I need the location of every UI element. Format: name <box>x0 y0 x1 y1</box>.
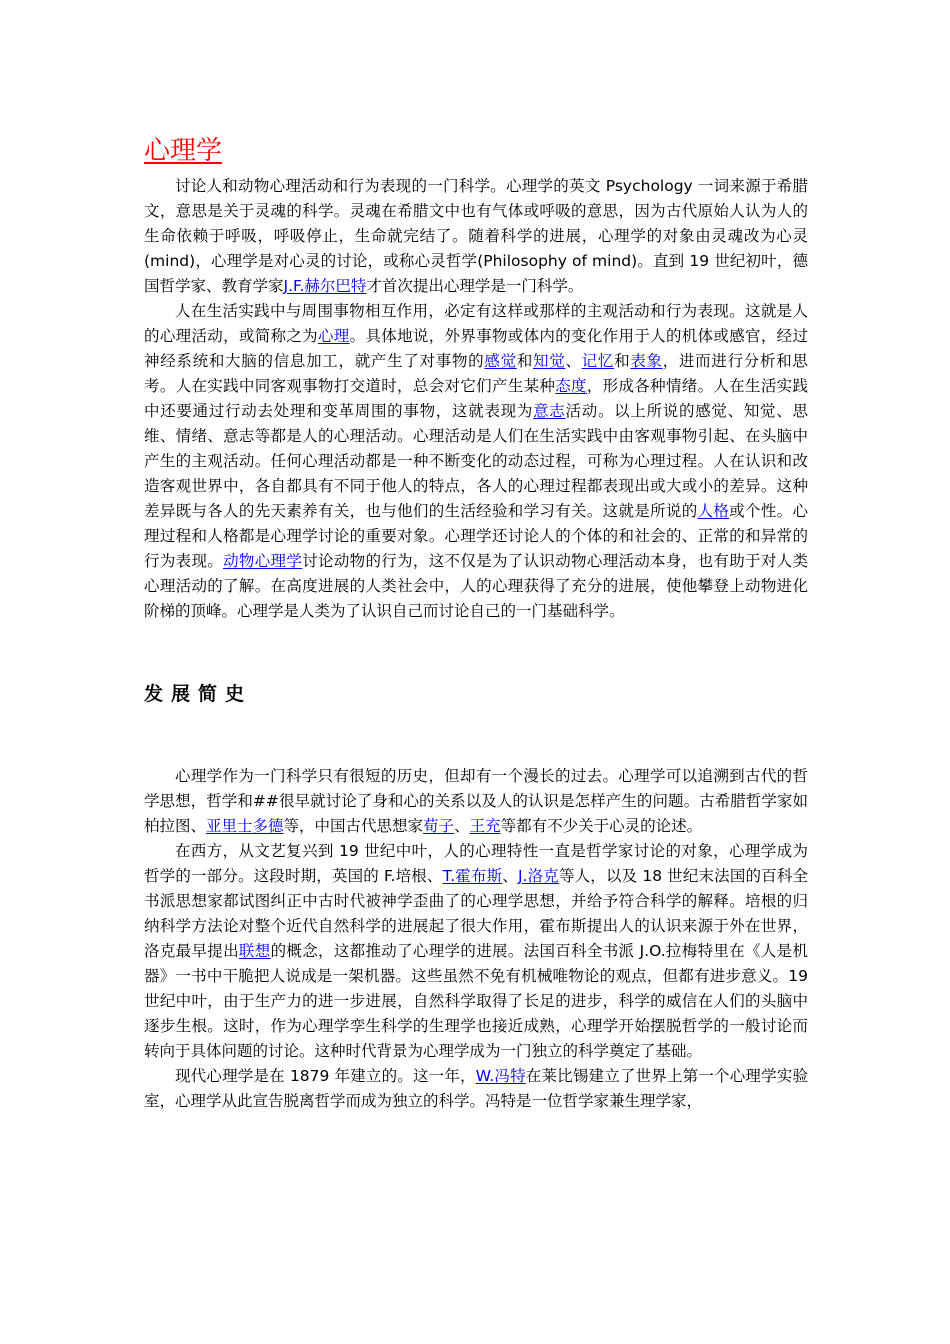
paragraph-text: 现代心理学是在 1879 年建立的。这一年， <box>175 1067 476 1085</box>
term-link[interactable]: J.洛克 <box>517 867 559 885</box>
paragraph-text: 、 <box>454 817 470 835</box>
term-link[interactable]: 动物心理学 <box>223 552 303 570</box>
intro-section <box>144 174 808 624</box>
paragraph-text: 和 <box>516 352 534 370</box>
paragraph-text: 等，中国古代思想家 <box>283 817 424 835</box>
paragraph-text: 在西方，从文艺复兴到 19 世纪中叶，人的心理特性一直是哲学家讨论的对象，心理学成为哲学的一部分。这段时期，英国的 F.培根、 <box>144 842 808 885</box>
paragraph-text: 、 <box>565 352 582 370</box>
term-link[interactable]: 联想 <box>238 942 271 960</box>
paragraph-text: 才首次提出心理学是一门科学。 <box>366 277 584 295</box>
paragraph-text: ，进而进行分析和思考。人在实践中同客观事物打交道时，总会对它们产生某种 <box>144 352 808 395</box>
term-link[interactable]: 知觉 <box>533 352 566 370</box>
term-link[interactable]: 感觉 <box>484 352 517 370</box>
paragraph <box>144 839 808 1064</box>
paragraph-text: 讨论人和动物心理活动和行为表现的一门科学。心理学的英文 Psychology 一词来源于希腊文，意思是关于灵魂的科学。灵魂在希腊文中也有气体或呼吸的意思，因为古代原始人认为人的生命依赖于呼吸，呼吸停止，生命就完结了。随着科学的进展，心理学的对象由灵魂改为心灵(mind)，心理学是对心灵的讨论，或称心灵哲学(Philosophy of mind)。直到 19 世纪初叶，德国哲学家、教育学家 <box>144 177 808 295</box>
history-section <box>144 764 808 1114</box>
term-link[interactable]: T.霍布斯 <box>442 867 503 885</box>
paragraph-text: 等人，以及 18 世纪末法国的百科全书派思想家都试图纠正中古时代被神学歪曲了的心理学思想，并给予符合科学的解释。培根的归纳科学方法论对整个近代自然科学的进展起了很大作用，霍布斯提出人的认识来源于外在世界，洛克最早提出 <box>144 867 808 960</box>
paragraph-text: 的概念，这都推动了心理学的进展。法国百科全书派 J.O.拉梅特里在《人是机器》一书中干脆把人说成是一架机器。这些虽然不免有机械唯物论的观点，但都有进步意义。19 世纪中叶，由于生产力的进一步进展，自然科学取得了长足的进步，科学的威信在人们的头脑中逐步生根。这时，作为心理学孪生科学的生理学也接近成熟，心理学开始摆脱哲学的一般讨论而转向于具体问题的讨论。这种时代背景为心理学成为一门独立的科学奠定了基础。 <box>144 942 808 1060</box>
article-content <box>144 134 808 1114</box>
term-link[interactable]: 荀子 <box>423 817 455 835</box>
term-link[interactable]: 心理 <box>317 327 350 345</box>
paragraph-text: 在莱比锡建立了世界上第一个心理学实验室，心理学从此宣告脱离哲学而成为独立的科学。冯特是一位哲学家兼生理学家， <box>144 1067 808 1110</box>
term-link[interactable]: 亚里士多德 <box>206 817 284 835</box>
paragraph-text: 心理学作为一门科学只有很短的历史，但却有一个漫长的过去。心理学可以追溯到古代的哲学思想，哲学和##很早就讨论了身和心的关系以及人的认识是怎样产生的问题。古希腊哲学家如柏拉图、 <box>144 767 808 835</box>
paragraph <box>144 174 808 299</box>
paragraph-text: ，形成各种情绪。人在生活实践中还要通过行动去处理和变革周围的事物，这就表现为 <box>144 377 808 420</box>
paragraph-text: 活动。以上所说的感觉、知觉、思维、情绪、意志等都是人的心理活动。心理活动是人们在生活实践中由客观事物引起、在头脑中产生的主观活动。任何心理活动都是一种不断变化的动态过程，可称为心理过程。人在认识和改造客观世界中，各自都具有不同于他人的特点，各人的心理过程都表现出或大或小的差异。这种差异既与各人的先天素养有关，也与他们的生活经验和学习有关。这就是所说的 <box>144 402 808 520</box>
paragraph-text: 和 <box>614 352 631 370</box>
paragraph-text: 、 <box>502 867 518 885</box>
term-link[interactable]: 态度 <box>555 377 587 395</box>
term-link[interactable]: W.冯特 <box>475 1067 526 1085</box>
paragraph-text: 讨论动物的行为，这不仅是为了认识动物心理活动本身，也有助于对人类心理活动的了解。在高度进展的人类社会中，人的心理获得了充分的进展，使他攀登上动物进化阶梯的顶峰。心理学是人类为了认识自己而讨论自己的一门基础科学。 <box>144 552 808 620</box>
term-link[interactable]: 表象 <box>630 352 663 370</box>
term-link[interactable]: 意志 <box>533 402 566 420</box>
term-link[interactable]: 人格 <box>697 502 730 520</box>
paragraph-text: 人在生活实践中与周围事物相互作用，必定有这样或那样的主观活动和行为表现。这就是人的心理活动，或简称之为 <box>144 302 808 345</box>
term-link[interactable]: J.F.赫尔巴特 <box>283 277 367 295</box>
section-heading: 发展简史 <box>144 683 253 705</box>
section-spacer <box>144 709 808 764</box>
paragraph-text: 或个性。心理过程和人格都是心理学讨论的重要对象。心理学还讨论人的个体的和社会的、正常的和异常的行为表现。 <box>144 502 808 570</box>
term-link[interactable]: 王充 <box>469 817 501 835</box>
paragraph-text: 。具体地说，外界事物或体内的变化作用于人的机体或感官，经过神经系统和大脑的信息加工，就产生了对事物的 <box>144 327 808 370</box>
paragraph-text: 等都有不少关于心灵的论述。 <box>500 817 703 835</box>
article-title-link[interactable]: 心理学 <box>144 136 223 166</box>
term-link[interactable]: 记忆 <box>581 352 615 370</box>
paragraph <box>144 764 808 839</box>
paragraph <box>144 1064 808 1114</box>
paragraph <box>144 299 808 624</box>
